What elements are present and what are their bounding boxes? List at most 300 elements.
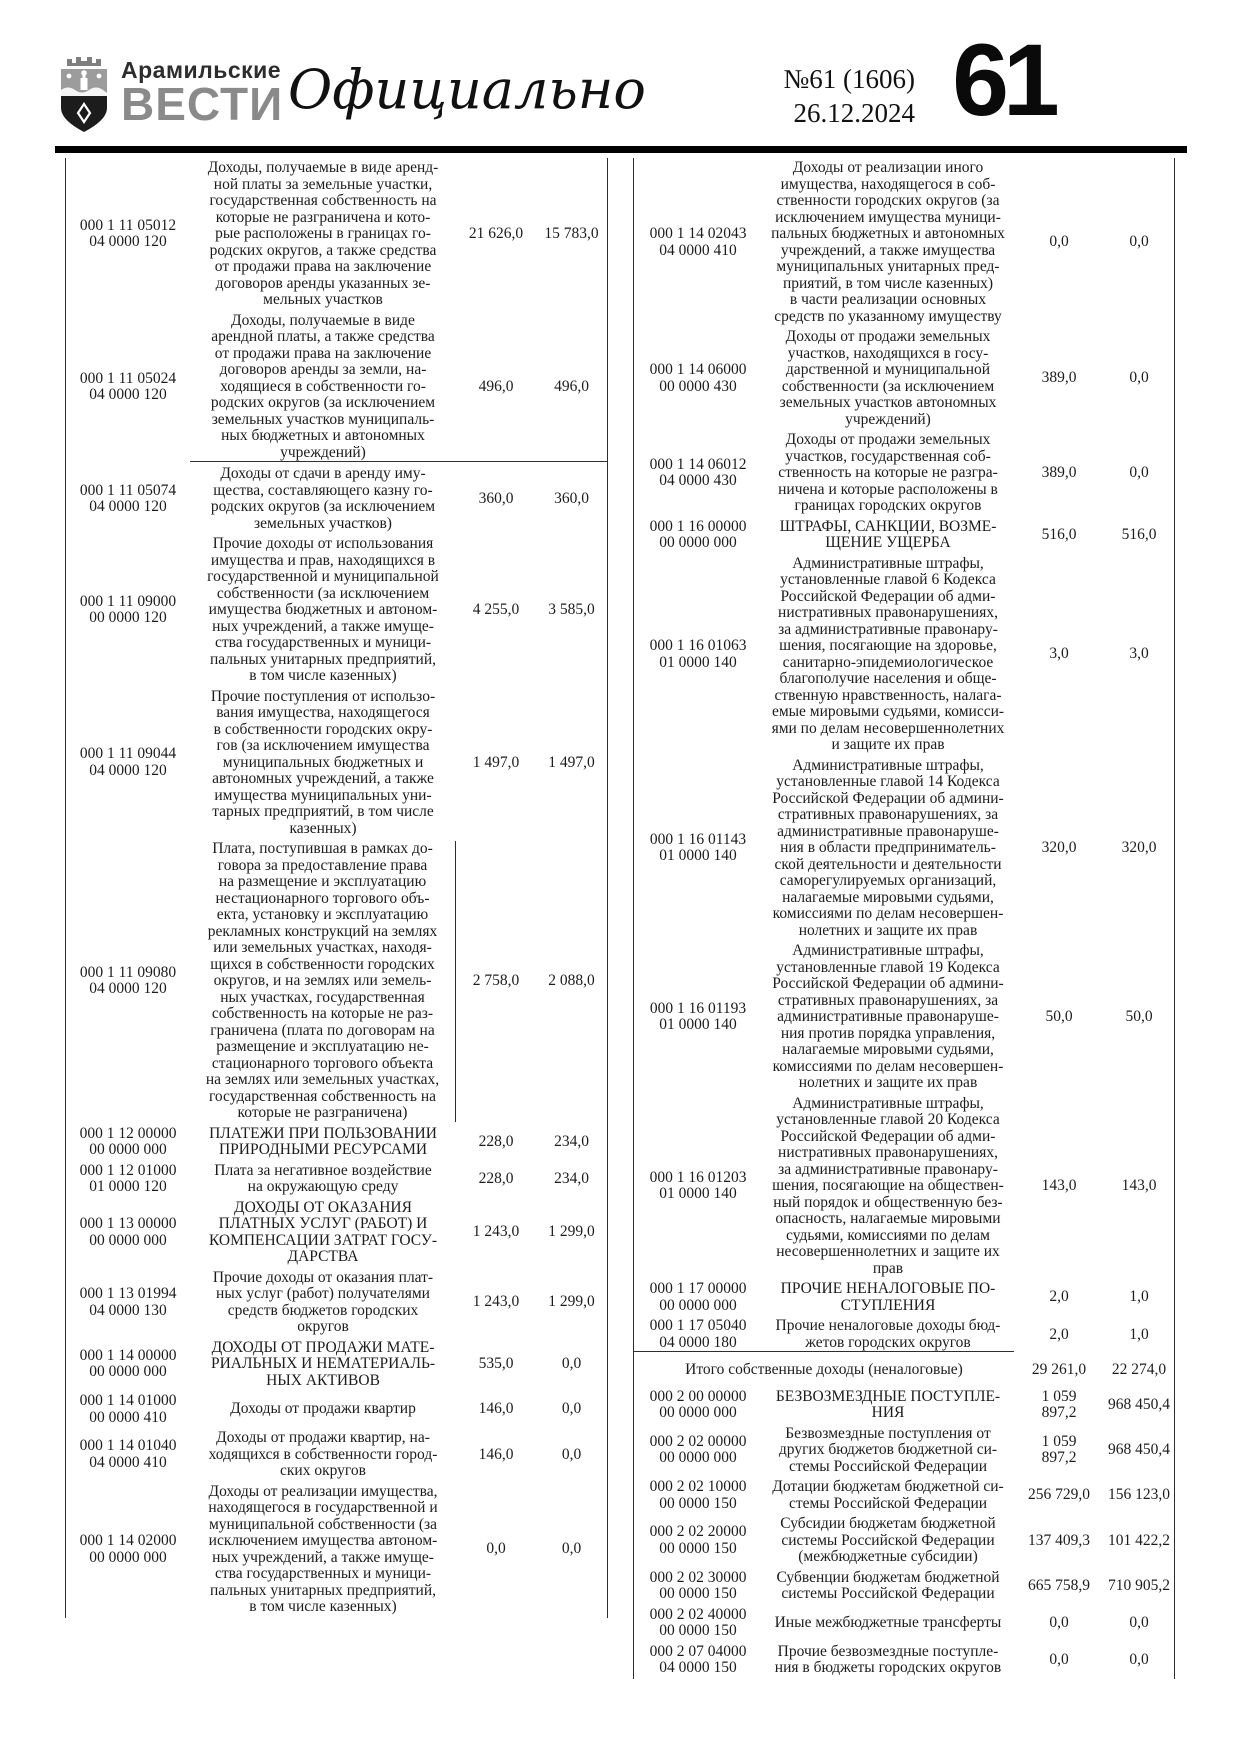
row-value-col2-line: 360,0 (554, 489, 589, 507)
issue-date: 26.12.2024 (793, 98, 915, 128)
row-description-line: ных учреждений, а также имуще- (212, 1548, 434, 1566)
row-description (190, 841, 456, 1122)
table-row (66, 1161, 607, 1198)
row-description-line: муниципальных унитарных пред- (776, 258, 1000, 275)
row-budget-code-line: 00 0000 120 (89, 609, 167, 627)
row-value-col2 (1104, 519, 1174, 552)
row-budget-code-line: 000 1 14 00000 (79, 1346, 177, 1364)
row-description-line: Российской Федерации об адми- (780, 1127, 996, 1145)
row-description-line: екта, установку и эксплуатацию (216, 906, 429, 923)
row-description-line: Административные штрафы, (792, 554, 984, 572)
row-description-line: родских округов (за исключением (210, 394, 436, 411)
row-description (762, 943, 1014, 1092)
row-description-line: ства государственных и муници- (214, 634, 432, 651)
row-description-line: ной платы за земельные участки, (213, 175, 433, 193)
row-budget-code-line: 04 0000 120 (89, 386, 167, 404)
row-value-col2-line: 2 088,0 (548, 972, 595, 989)
row-budget-code-line: 01 0000 140 (659, 847, 737, 865)
row-description (762, 1096, 1014, 1278)
row-budget-code-line: 000 1 11 05012 (79, 216, 177, 234)
table-row (634, 1279, 1174, 1316)
row-description-line: тарных предприятий, в том числе (212, 803, 434, 820)
row-value-col2-line: 50,0 (1125, 1008, 1153, 1025)
row-description-line: в том числе казенных) (249, 667, 397, 684)
brand-text (121, 57, 284, 130)
row-value-col2 (536, 841, 607, 1122)
row-value-col1 (1014, 758, 1104, 940)
row-description-line: пальных унитарных предприятий, (209, 650, 437, 668)
row-description-line: ных услуг (работ) получателями (216, 1285, 430, 1302)
row-description-line: вания имущества, находящегося (216, 704, 430, 721)
row-value-col1 (1014, 1389, 1104, 1422)
row-description-line: ных учреждений, а также имуще- (212, 617, 434, 635)
table-row (634, 1477, 1174, 1514)
row-value-col1-line: 143,0 (1041, 1177, 1077, 1194)
row-value-col2 (1104, 943, 1174, 1092)
issue-number: №61 (1606) (783, 64, 915, 94)
row-budget-code-line: 000 1 16 00000 (649, 517, 747, 535)
row-budget-code-line: 04 0000 130 (89, 1301, 167, 1319)
row-description-line: гов (за исключением имущества (216, 737, 430, 754)
row-budget-code (634, 556, 762, 754)
row-description-line: казенных) (289, 819, 357, 837)
row-description-line: земельных участков муниципаль- (211, 410, 435, 428)
row-description-line: родских округов, а также средства (209, 241, 437, 259)
row-budget-code (66, 689, 190, 838)
row-value-col1 (1014, 519, 1104, 552)
row-description-line: в том числе казенных) (249, 1598, 397, 1615)
row-budget-code-line: 01 0000 120 (89, 1178, 167, 1195)
row-value-col1-line: 389,0 (1041, 369, 1077, 387)
row-value-col1-line: 29 261,0 (1031, 1361, 1087, 1378)
row-value-col2 (536, 1270, 607, 1336)
row-description-line: прав (872, 1259, 904, 1277)
row-value-col1-line: 0,0 (1049, 1613, 1069, 1631)
row-description (190, 1484, 456, 1616)
row-budget-code (66, 313, 190, 463)
row-description-line: государственной и муниципальной (207, 568, 439, 585)
row-budget-code (634, 1479, 762, 1512)
table-row (634, 1387, 1174, 1424)
row-budget-code-line: 00 0000 410 (89, 1408, 167, 1426)
row-value-col1-line: 0,0 (1049, 1650, 1069, 1668)
row-description-line: Доходы от реализации имущества, (208, 1482, 438, 1500)
row-description-line: Административные штрафы, (792, 756, 984, 774)
row-value-col1-line: 256 729,0 (1028, 1486, 1090, 1504)
table-row (66, 839, 607, 1124)
row-description-line: муниципальной собственности (за (208, 1515, 438, 1533)
row-description (762, 1607, 1014, 1640)
row-value-col1-line: 2,0 (1049, 1288, 1069, 1306)
row-description-line: ничена и которые расположены в (778, 480, 998, 498)
row-budget-code (634, 758, 762, 940)
table-row (634, 517, 1174, 554)
row-budget-code-line: 000 2 02 30000 (649, 1568, 747, 1586)
row-description-line: Административные штрафы, (792, 1094, 984, 1112)
row-budget-code-line: 00 0000 000 (89, 1231, 167, 1249)
row-value-col1-line: 228,0 (478, 1169, 514, 1187)
row-value-col1 (456, 1340, 536, 1390)
row-value-col1 (456, 466, 536, 532)
row-value-col2-line: 710 905,2 (1108, 1576, 1170, 1594)
row-description-line: административные правонаруше- (777, 822, 999, 840)
row-value-col1-line: 535,0 (478, 1355, 514, 1372)
row-description-line: Прочие неналоговые доходы бюд- (775, 1317, 1001, 1334)
row-description-line: находящегося в государственной и (208, 1499, 438, 1516)
row-description (190, 1126, 456, 1159)
row-budget-code (66, 1340, 190, 1390)
row-description-line: опасность, налагаемые мировыми (775, 1210, 1001, 1227)
header-rule (55, 146, 1187, 153)
row-description-line: ДОХОДЫ ОТ ОКАЗАНИЯ (234, 1198, 412, 1216)
row-description-line: исключением имущества автоном- (208, 1532, 438, 1549)
row-description-line: средств бюджетов городских (227, 1301, 419, 1319)
row-description-line: исключением имущества муници- (775, 208, 1001, 226)
table-row (66, 1482, 607, 1618)
row-budget-code-line: 000 1 14 01040 (79, 1437, 177, 1455)
row-description-line: Российской Федерации об адми- (780, 587, 996, 605)
row-value-col2 (536, 160, 607, 309)
row-budget-code (634, 1570, 762, 1603)
row-description-line: которые не разграничена) (237, 1104, 408, 1121)
row-description-line: Административные штрафы, (792, 942, 984, 959)
row-value-col1-line: 21 626,0 (468, 225, 524, 242)
row-value-col1 (1014, 1516, 1104, 1566)
row-value-col2 (1104, 1426, 1174, 1476)
row-value-col2 (1104, 1389, 1174, 1422)
row-description-line: ходящихся в собственности город- (208, 1445, 438, 1463)
row-budget-code (66, 536, 190, 685)
row-description (762, 1318, 1014, 1352)
row-value-col1 (1014, 432, 1104, 515)
row-budget-code (66, 160, 190, 309)
row-description-line: налагаемые мировыми судьями, (782, 1041, 994, 1058)
row-description-line: системы Российской Федерации (781, 1585, 995, 1602)
row-value-col1 (1014, 1318, 1104, 1352)
row-budget-code-line: 000 1 11 05024 (79, 369, 177, 387)
row-budget-code-line: 000 1 16 01203 (649, 1168, 747, 1186)
row-value-col1 (1014, 1096, 1104, 1278)
issue-block (750, 62, 915, 130)
brand-name-top: Арамильские (121, 57, 282, 83)
row-description-line: государственная собственность на (209, 192, 437, 209)
row-description-line: ных бюджетных и автономных (221, 427, 425, 444)
row-description-line: ПРОЧИЕ НЕНАЛОГОВЫЕ ПО- (780, 1280, 996, 1297)
row-value-col2 (1104, 329, 1174, 428)
row-budget-code (634, 1426, 762, 1476)
row-description-line: ственность на которые не разгра- (778, 464, 998, 481)
row-description-line: установленные главой 6 Кодекса (780, 571, 996, 588)
row-value-col2 (1104, 160, 1174, 325)
row-value-col2 (536, 1340, 607, 1390)
row-description (190, 1393, 456, 1426)
row-value-col2 (536, 313, 607, 463)
row-description-line: стемы Российской Федерации (788, 1494, 988, 1512)
row-value-col2-line: 1,0 (1129, 1288, 1149, 1306)
row-budget-code-line: 01 0000 140 (659, 653, 737, 671)
row-description-line: ния против порядка управления, (780, 1024, 996, 1042)
row-budget-code (634, 1644, 762, 1677)
row-description-line: НИЯ (871, 1404, 905, 1421)
row-description-line: ями по делам несовершеннолетних (771, 719, 1005, 737)
row-description-line: округов (297, 1318, 349, 1335)
row-description (762, 1426, 1014, 1476)
table-row (634, 1354, 1174, 1387)
row-description-line: ПРИРОДНЫМИ РЕСУРСАМИ (218, 1141, 428, 1158)
row-description-line: арендной платы, а также средства (211, 328, 435, 345)
row-value-col2-line: 496,0 (554, 377, 589, 395)
row-value-col1 (1014, 1479, 1104, 1512)
row-description-line: имущества муниципальных уни- (214, 786, 432, 804)
row-description-line: ния в области предприниматель- (780, 839, 996, 856)
row-description-line: ской деятельности и деятельности (774, 855, 1002, 873)
row-description-line: собственности (за исключением (216, 584, 430, 602)
row-value-col2-line: 1 497,0 (548, 753, 595, 771)
row-value-col2-line: 234,0 (554, 1132, 589, 1150)
row-value-col2-line: 0,0 (1129, 369, 1149, 387)
budget-table-right-column (633, 158, 1175, 1679)
row-description (190, 313, 456, 463)
row-value-col1 (456, 1430, 536, 1480)
row-description (762, 160, 1014, 325)
row-budget-code (634, 943, 762, 1092)
row-budget-code-line: 01 0000 140 (659, 1016, 737, 1034)
row-value-col1-line: 1 243,0 (472, 1223, 520, 1241)
row-budget-code-line: 00 0000 000 (659, 1449, 737, 1467)
row-description-line: договоров аренды указанных зе- (215, 274, 431, 292)
row-value-col2 (1104, 1607, 1174, 1640)
row-budget-code-line: 00 0000 000 (89, 1141, 167, 1158)
row-value-col1-line: 146,0 (478, 1400, 514, 1418)
table-row (66, 1391, 607, 1428)
row-value-col1-line: 320,0 (1041, 839, 1077, 856)
row-budget-code-line: 00 0000 150 (659, 1494, 737, 1512)
row-description-line: стративных правонарушениях, за (777, 806, 999, 823)
row-budget-code-line: 00 0000 000 (659, 1296, 737, 1314)
row-value-col1 (456, 1126, 536, 1159)
row-budget-code-line: 04 0000 120 (89, 980, 167, 998)
row-description-line: государственная собственность на (208, 1087, 437, 1105)
row-description-line: средств по указанному имуществу (774, 307, 1002, 325)
row-value-col1 (456, 1200, 536, 1266)
row-description-line: мельных участков (263, 291, 383, 308)
row-description (190, 1163, 456, 1196)
page-number-large: 61 (952, 23, 1054, 137)
row-value-col2-line: 0,0 (1129, 1650, 1149, 1668)
row-budget-code-line: 04 0000 430 (659, 472, 737, 490)
row-description-line: санитарно-эпидемиологическое (782, 653, 994, 671)
row-value-col2 (536, 1393, 607, 1426)
row-description-line: рекламных конструкций на землях (207, 922, 438, 940)
row-description-line: рые расположены в границах го- (215, 225, 431, 242)
row-description-line: установленные главой 14 Кодекса (776, 773, 1000, 790)
row-value-col2-line: 156 123,0 (1108, 1486, 1170, 1504)
row-description-line: Плата, поступившая в рамках до- (212, 840, 433, 857)
row-description-line: ходящиеся в собственности го- (220, 377, 426, 395)
row-description-line: Дотации бюджетам бюджетной си- (772, 1478, 1004, 1495)
row-description (190, 1340, 456, 1390)
row-description-line: Российской Федерации об админи- (772, 789, 1004, 807)
table-row (66, 158, 607, 311)
row-budget-code (66, 1484, 190, 1616)
row-description-line: которые не разграничена и кото- (215, 208, 431, 226)
row-description-line: участков, государственная соб- (785, 447, 991, 465)
row-description-line: Доходы от продажи квартир (230, 1400, 416, 1418)
section-title: Официально (288, 58, 646, 121)
row-budget-code-line: 000 1 11 09044 (79, 745, 177, 763)
row-description (762, 1644, 1014, 1677)
row-description-line: Прочие доходы от оказания плат- (212, 1268, 434, 1286)
row-value-col2 (1104, 1318, 1174, 1352)
row-description-line: собственности (за исключением (781, 377, 995, 395)
row-value-col1-line: 50,0 (1045, 1008, 1073, 1025)
row-description-line: Доходы, получаемые в виде аренд- (207, 159, 439, 176)
row-description-line: Иные межбюджетные трансферты (774, 1613, 1002, 1631)
row-value-col1-line: 389,0 (1041, 464, 1077, 481)
row-description-line: на размещение и эксплуатацию (218, 873, 427, 890)
row-value-col1-line: 1 497,0 (472, 753, 520, 771)
row-value-col1 (456, 1484, 536, 1616)
row-description (762, 1281, 1014, 1314)
row-description-line: от продажи права на заключение (214, 258, 432, 275)
row-budget-code-line: 04 0000 150 (659, 1659, 737, 1676)
row-value-col2-line: 968 450,4 (1108, 1395, 1170, 1413)
row-description (190, 536, 456, 685)
row-description (762, 1389, 1014, 1422)
row-value-col1-line: 2 758,0 (472, 972, 520, 989)
row-description-line: имущества бюджетных и автоном- (208, 601, 438, 618)
row-budget-code-line: 000 1 14 02043 (649, 225, 747, 242)
table-row (66, 464, 607, 534)
row-value-col1-line: 0,0 (486, 1540, 506, 1558)
row-budget-code (66, 1200, 190, 1266)
row-description-line: говора за предоставление права (217, 856, 428, 874)
row-description-line: ДАРСТВА (287, 1248, 359, 1265)
row-budget-code (66, 841, 190, 1122)
row-description (190, 689, 456, 838)
row-budget-code-line: 000 2 02 00000 (649, 1432, 747, 1450)
row-description-line: имущества, находящегося в соб- (780, 175, 996, 193)
row-value-col1 (456, 1163, 536, 1196)
row-value-col1-line: 146,0 (478, 1445, 514, 1463)
row-budget-code-line: 000 2 07 04000 (649, 1642, 747, 1660)
row-value-col1-line: 360,0 (478, 489, 514, 507)
table-row (634, 1424, 1174, 1478)
row-value-col1 (456, 1393, 536, 1426)
table-row (634, 1568, 1174, 1605)
row-value-col2-line: 101 422,2 (1108, 1531, 1170, 1549)
row-value-col1 (456, 536, 536, 685)
row-value-col1 (1014, 1607, 1104, 1640)
row-value-col2 (536, 1126, 607, 1159)
row-budget-code-line: 00 0000 150 (659, 1539, 737, 1557)
row-value-col2 (536, 466, 607, 532)
row-budget-code-line: 04 0000 120 (89, 761, 167, 779)
row-description-line: РИАЛЬНЫХ И НЕМАТЕРИАЛЬ- (210, 1355, 436, 1372)
row-description-line: нестационарного торгового объ- (215, 889, 430, 907)
row-value-col1 (1014, 556, 1104, 754)
row-value-col1 (1014, 1426, 1104, 1476)
row-value-col2-line: 3,0 (1129, 645, 1149, 663)
row-description-line: ских округов (280, 1462, 366, 1479)
row-description-line: комиссиями по делам несовершен- (772, 905, 1004, 922)
row-value-col1 (1014, 1281, 1104, 1314)
row-description-line: нистративных правонарушениях, (778, 604, 998, 621)
row-description-line: системы Российской Федерации (781, 1531, 995, 1549)
row-description-line: шения, посягающие на здоровье, (779, 637, 997, 654)
row-description-line: Доходы от реализации иного (792, 159, 984, 176)
row-description-line: стемы Российской Федерации (788, 1457, 988, 1475)
row-description-line: договоров аренды за земли, на- (219, 361, 427, 378)
row-value-col1-line: 516,0 (1041, 525, 1077, 543)
row-value-col1-line: 2,0 (1049, 1325, 1069, 1343)
row-value-col1 (1014, 1356, 1104, 1385)
row-description-line: стационарного торгового объекта (211, 1054, 434, 1072)
row-description-line: учреждений) (280, 443, 366, 461)
row-description-line: земельных участков) (254, 514, 392, 532)
row-description-line: (межбюджетные субсидии) (798, 1548, 978, 1565)
table-row (66, 1198, 607, 1268)
table-row (634, 554, 1174, 756)
row-budget-code (634, 1389, 762, 1422)
row-description (762, 758, 1014, 940)
table-row (66, 1428, 607, 1482)
row-budget-code (634, 1318, 762, 1352)
row-description-line: собственность на которые не раз- (211, 1005, 434, 1022)
row-description (762, 1479, 1014, 1512)
row-budget-code-line: 000 1 13 01994 (79, 1285, 177, 1302)
row-budget-code-line: 04 0000 120 (89, 498, 167, 515)
row-budget-code-line: 00 0000 150 (659, 1622, 737, 1639)
row-budget-code-line: 000 1 16 01063 (649, 637, 747, 654)
row-description-line: автономных учреждений, а также (212, 770, 434, 787)
row-budget-code (66, 1126, 190, 1159)
table-row (634, 327, 1174, 430)
row-description-line: имущества и прав, находящихся в (210, 551, 436, 569)
row-budget-code (634, 519, 762, 552)
row-value-col2-line: 0,0 (561, 1355, 582, 1372)
row-value-col1-line: 1 059 (1041, 1387, 1077, 1405)
row-description-line: Доходы от продажи квартир, на- (216, 1429, 430, 1446)
row-description (190, 1270, 456, 1336)
row-description (762, 432, 1014, 515)
row-description-line: ственную нравственность, налага- (774, 686, 1002, 704)
table-row (66, 534, 607, 687)
table-row (634, 1605, 1174, 1642)
row-value-col2 (536, 536, 607, 685)
row-value-col2-line: 0,0 (561, 1400, 582, 1418)
table-row (634, 941, 1174, 1094)
row-description-line: шения, посягающие на обществен- (772, 1177, 1004, 1194)
row-value-col2-line: 143,0 (1121, 1177, 1157, 1194)
row-value-col1-line: 897,2 (1041, 1449, 1077, 1467)
row-description (762, 1516, 1014, 1566)
row-description-line: стративных правонарушениях, за (777, 991, 999, 1009)
row-description-line: Безвозмездные поступления от (785, 1424, 991, 1442)
row-description-line: налагаемые мировыми судьями, (782, 888, 994, 906)
row-description-line: ШТРАФЫ, САНКЦИИ, ВОЗМЕ- (779, 517, 997, 535)
table-row (634, 158, 1174, 327)
row-description-line: судьями, комиссиями по делам (786, 1226, 990, 1244)
row-value-col1-line: 4 255,0 (472, 601, 520, 618)
row-budget-code-line: 00 0000 150 (659, 1585, 737, 1602)
row-description-line: административные правонаруше- (777, 1008, 999, 1025)
row-budget-code-line: 000 1 11 09080 (79, 963, 177, 981)
row-description-line: ДОХОДЫ ОТ ПРОДАЖИ МАТЕ- (211, 1338, 435, 1356)
row-value-col2 (536, 1200, 607, 1266)
row-budget-code (634, 1096, 762, 1278)
row-description-line: нистративных правонарушениях, (778, 1144, 998, 1161)
